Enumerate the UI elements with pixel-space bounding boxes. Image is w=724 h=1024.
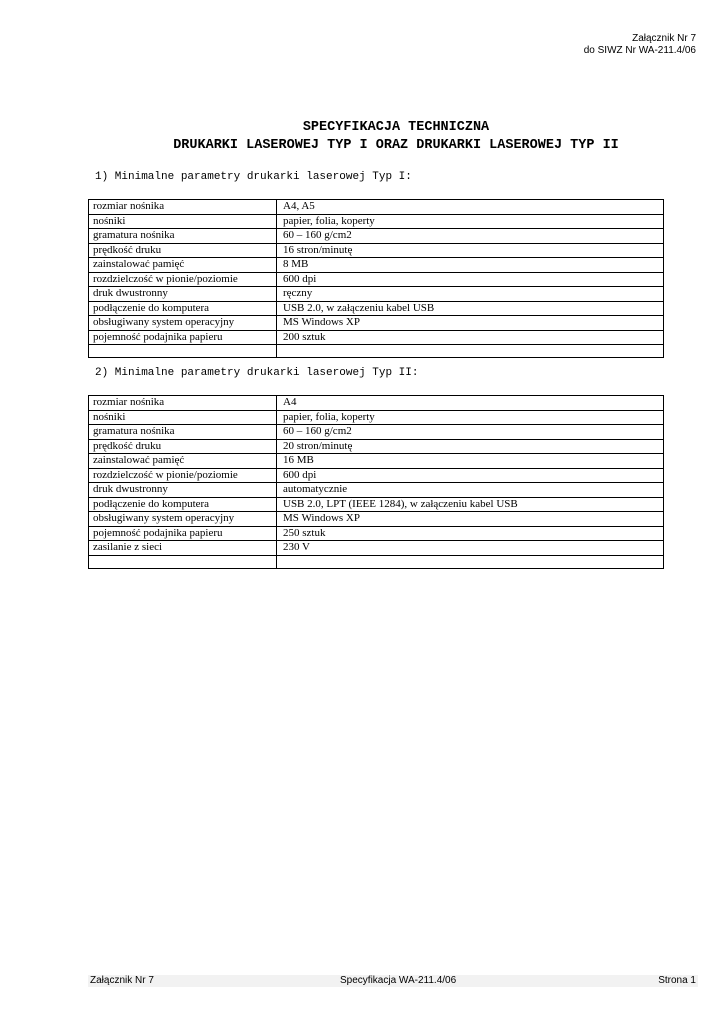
table-row [89,243,664,258]
table-row [89,200,664,215]
table-row [89,468,664,483]
value-cell: USB 2.0, w załączeniu kabel USB [277,301,664,316]
value-cell: 230 V [277,541,664,556]
parameter-cell: zainstalować pamięć [89,454,277,469]
parameter-cell: zainstalować pamięć [89,258,277,273]
spec-table-type-1 [88,199,664,358]
table-row [89,396,664,411]
empty-cell [89,345,277,358]
table-row [89,497,664,512]
parameter-cell: rozdzielczość w pionie/poziomie [89,272,277,287]
value-cell: A4, A5 [277,200,664,215]
table-row [89,454,664,469]
value-cell: ręczny [277,287,664,302]
parameter-cell: nośniki [89,214,277,229]
table-row [89,229,664,244]
value-cell: 600 dpi [277,468,664,483]
table-row [89,272,664,287]
parameter-cell: zasilanie z sieci [89,541,277,556]
footer-center: Specyfikacja WA-211.4/06 [340,975,457,986]
parameter-cell: gramatura nośnika [89,425,277,440]
table-row [89,512,664,527]
parameter-cell: prędkość druku [89,439,277,454]
empty-cell [277,345,664,358]
title-line-2: DRUKARKI LASEROWEJ TYP I ORAZ DRUKARKI LASEROWEJ TYP II [173,138,619,153]
value-cell: 60 – 160 g/cm2 [277,425,664,440]
page-header [584,33,696,57]
table-row [89,439,664,454]
value-cell: 250 sztuk [277,526,664,541]
page-footer [88,975,698,987]
parameter-cell: rozdzielczość w pionie/poziomie [89,468,277,483]
empty-cell [277,555,664,568]
value-cell: MS Windows XP [277,316,664,331]
table-row [89,287,664,302]
parameter-cell: pojemność podajnika papieru [89,526,277,541]
value-cell: 8 MB [277,258,664,273]
table-filler-row [89,345,664,358]
footer-left: Załącznik Nr 7 [90,975,154,986]
spec-table-type-2 [88,395,664,569]
empty-cell [89,555,277,568]
table-row [89,258,664,273]
section-1-heading: 1) Minimalne parametry drukarki laserowej Typ I: [95,171,412,183]
value-cell: 60 – 160 g/cm2 [277,229,664,244]
parameter-cell: rozmiar nośnika [89,396,277,411]
parameter-cell: rozmiar nośnika [89,200,277,215]
value-cell: 600 dpi [277,272,664,287]
value-cell: automatycznie [277,483,664,498]
header-reference: do SIWZ Nr WA-211.4/06 [583,45,696,56]
parameter-cell: druk dwustronny [89,287,277,302]
value-cell: papier, folia, koperty [277,410,664,425]
header-annex-label: Załącznik Nr 7 [632,33,696,44]
parameter-cell: podłączenie do komputera [89,301,277,316]
table-row [89,410,664,425]
value-cell: A4 [277,396,664,411]
parameter-cell: pojemność podajnika papieru [89,330,277,345]
value-cell: 200 sztuk [277,330,664,345]
table-row [89,541,664,556]
value-cell: MS Windows XP [277,512,664,527]
value-cell: USB 2.0, LPT (IEEE 1284), w załączeniu kabel USB [277,497,664,512]
table-row [89,330,664,345]
parameter-cell: podłączenie do komputera [89,497,277,512]
parameter-cell: druk dwustronny [89,483,277,498]
table-filler-row [89,555,664,568]
parameter-cell: obsługiwany system operacyjny [89,512,277,527]
parameter-cell: prędkość druku [89,243,277,258]
parameter-cell: obsługiwany system operacyjny [89,316,277,331]
table-row [89,526,664,541]
value-cell: 16 MB [277,454,664,469]
parameter-cell: gramatura nośnika [89,229,277,244]
table-row [89,214,664,229]
value-cell: papier, folia, koperty [277,214,664,229]
footer-page-number: Strona 1 [658,975,696,986]
table-row [89,483,664,498]
value-cell: 20 stron/minutę [277,439,664,454]
title-line-1: SPECYFIKACJA TECHNICZNA [302,120,490,135]
table-row [89,425,664,440]
parameter-cell: nośniki [89,410,277,425]
document-title [0,119,724,155]
table-row [89,316,664,331]
table-row [89,301,664,316]
section-2-heading: 2) Minimalne parametry drukarki laserowej Typ II: [95,367,419,379]
value-cell: 16 stron/minutę [277,243,664,258]
